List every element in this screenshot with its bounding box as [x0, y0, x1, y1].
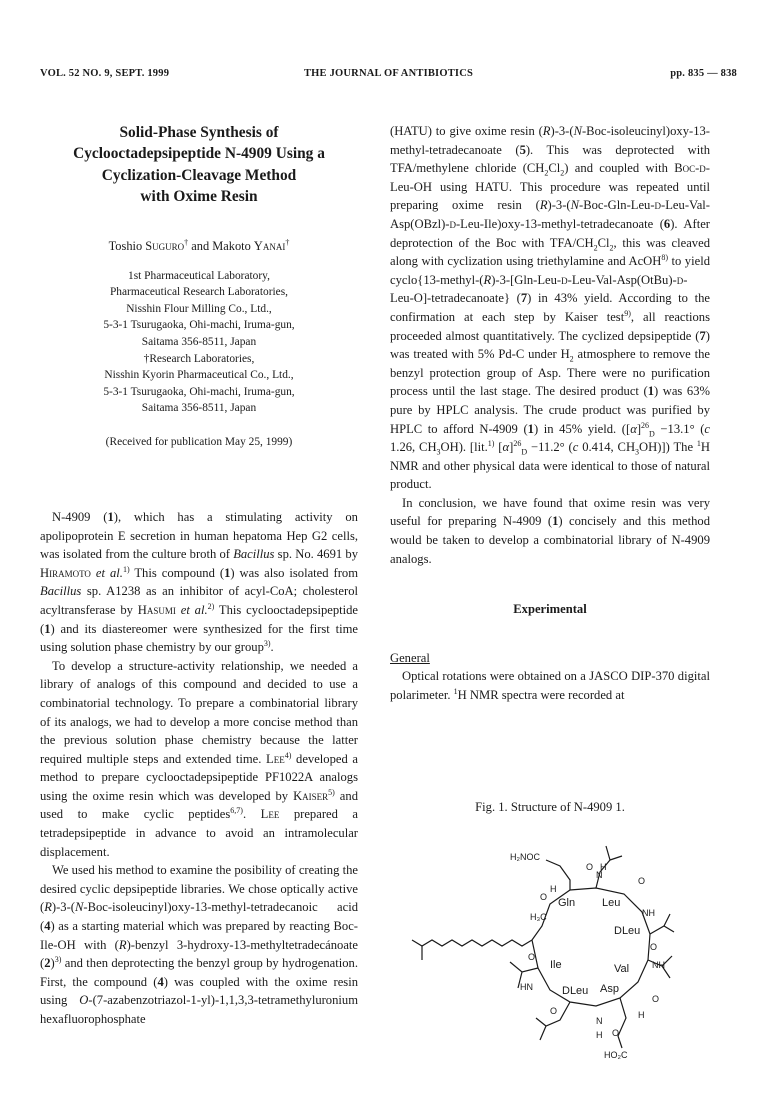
ile-label: Ile	[550, 959, 562, 971]
ring-bond	[532, 888, 650, 1006]
title-line: Cyclooctadepsipeptide N-4909 Using a	[73, 145, 325, 163]
running-header	[40, 68, 737, 82]
affiliation-line: Saitama 356-8511, Japan	[141, 402, 257, 415]
nh-label: NH	[652, 960, 665, 970]
author-last: Suguro	[145, 238, 185, 253]
author-line	[40, 237, 358, 255]
author-mark: †	[285, 237, 290, 247]
nitrogen-label: N	[596, 1016, 603, 1026]
oxygen-label: O	[550, 1006, 558, 1016]
h2noc-label: H₂NOC	[510, 852, 540, 862]
article-title	[40, 122, 358, 208]
fatty-chain-bond	[412, 940, 532, 946]
author-mark: †	[184, 237, 189, 247]
oxygen-label: O	[652, 994, 660, 1004]
journal-name: THE JOURNAL OF ANTIBIOTICS	[303, 68, 474, 79]
title-line: with Oxime Resin	[140, 188, 258, 206]
oxygen-label: O	[540, 892, 548, 902]
paragraph-intro: N-4909 (1), which has a stimulating activity on apolipoprotein E secretion in human hepatoma Hep G2 cells, was isolated from the culture broth of Bacillus sp. No. 4691 by Hiramoto et al.$^{1)}$ This compound (1) was also isolated from Bacillus sp. A1238 as an inhibitor of acyl-CoA; cholesterol acyltransferase by Hasumi et al.$^{2)}$ This cyclooctadepsipeptide (1) and its diastereomer were synthesized for the first time using solution phase chemistry by our group$^{3)}$.	[40, 509, 359, 655]
asp-sidechain	[618, 998, 626, 1048]
received-date: (Received for publication May 25, 1999)	[105, 435, 293, 448]
author-last: Yanai	[253, 238, 286, 253]
ho2c-label: HO₂C	[604, 1050, 628, 1060]
title-line: Cyclization-Cleavage Method	[101, 166, 297, 184]
hydrogen-label: H	[550, 884, 557, 894]
right-column	[390, 122, 710, 705]
paragraph-conclusion: In conclusion, we have found that oxime resin was very useful for preparing N-4909 (1) concisely and this method would be taken to develop a combinatorial library of N-4909 analogs.	[390, 495, 710, 566]
oxygen-label: O	[638, 876, 646, 886]
affiliation-line: Pharmaceutical Research Laboratories,	[109, 286, 289, 299]
author-and: and	[188, 238, 213, 253]
structure-figure	[400, 842, 700, 1092]
title-line: Solid-Phase Synthesis of	[119, 124, 279, 141]
dleu-label: DLeu	[614, 925, 641, 937]
oxygen-label: O	[612, 1028, 620, 1038]
hydrogen-label: H	[600, 862, 607, 872]
dleu2-label: DLeu	[562, 985, 589, 997]
leu-label: Leu	[602, 897, 621, 909]
page-range: pp. 835 — 838	[670, 68, 737, 79]
oxygen-label: O	[586, 862, 594, 872]
subsection-heading: General	[390, 650, 430, 665]
affiliation-line: 1st Pharmaceutical Laboratory,	[128, 269, 270, 282]
paragraph-synthesis: (HATU) to give oxime resin (R)-3-(N-Boc-isoleucinyl)oxy-13-methyl-tetradecanoate (5). This was deprotected with TFA/methylene chloride $(CH_2Cl_2)$ and coupled with Boc-d-Leu-OH using HATU. This procedure was repeated until preparing oxime resin (R)-3-(N-Boc-Gln-Leu-d-Leu-Val-Asp(OBzl)-d-Leu-Ile)oxy-13-methyl-tetradecanoate (6). After deprotection of the Boc with TFA/$CH_2Cl_2$, this was cleaved along with cyclization using triethylamine and AcOH$^{8)}$ to yield cyclo{13-methyl-(R)-3-[Gln-Leu-d-Leu-Val-Asp(OtBu)-d-Leu-O]-tetradecanoate} (7) in 43% yield. According to the confirmation at each step by Kaiser test$^{9)}$, all reactions proceeded almost quantitatively. The cyclized depsipeptide (7) was treated with 5% Pd-C under $H_2$ atmosphere to remove the benzyl protection group of Asp. There were no purification process until the last stage. The desired product (1) was 63% pure by HPLC analysis. The crude product was purified by HPLC to afford N-4909 (1) in 45% yield. ($[\alpha]^{26}_D -13.1^\circ$ (c 1.26, $CH_3OH$). [lit.$^{1)}$ $[\alpha]^{26}_D -11.2^\circ$ (c 0.414, $CH_3OH$)]) The $^1$H NMR and other physical data were identical to those of natural product.	[390, 124, 711, 492]
gln-label: Gln	[558, 897, 576, 909]
affiliation-line: †Research Laboratories,	[143, 352, 255, 365]
val-label: Val	[614, 963, 630, 975]
nitrogen-label: N	[596, 870, 603, 880]
paragraph-motivation: To develop a structure-activity relationship, we needed a library of analogs of this compound and decided to use a combinatorial technology. To prepare a combinatorial library of its analogs, we had to develop a more concise method than the previous solution phase chemistry because the latter required multiple steps and extended time. Lee$^{4)}$ developed a method to prepare cyclooctadepsipeptide PF1022A analogs using the oxime resin which was developed by Kaiser$^{5)}$ and used to make cyclic peptides$^{6,7)}$. Lee prepared a tetradepsipeptide in advance to avoid an intramolecular displacement.	[40, 658, 359, 859]
nh-label: NH	[642, 908, 655, 918]
affiliation-line: 5-3-1 Tsurugaoka, Ohi-machi, Iruma-gun,	[103, 385, 295, 398]
affiliation-line: Saitama 356-8511, Japan	[141, 336, 257, 348]
hn-label: HN	[520, 982, 533, 992]
oxygen-label: O	[528, 952, 536, 962]
paragraph-method: We used his method to examine the posibility of creating the desired cyclic depsipeptide libraries. We chose optically active (R)-3-(N-Boc-isoleucinyl)oxy-13-methyl-tetradecanoic acid (4) as a starting material which was prepared by reacting Boc-Ile-OH with (R)-benzyl 3-hydroxy-13-methyltetradecánoate $(2)^{3)}$ and then deprotecting the benzyl group by hydrogenation. First, the compound (4) was coupled with the oxime resin using O-(7-azabenzotriazol-1-yl)-1,1,3,3-tetramethyluronium hexafluorophosphate	[40, 863, 358, 1026]
affiliation-line: Nisshin Flour Milling Co., Ltd.,	[126, 302, 272, 315]
author-first: Toshio	[108, 238, 146, 253]
left-column	[40, 122, 358, 1029]
affiliation-line: 5-3-1 Tsurugaoka, Ohi-machi, Iruma-gun,	[103, 319, 295, 332]
paragraph-general: Optical rotations were obtained on a JASCO DIP-370 digital polarimeter. $^1$H NMR spectra were recorded at	[390, 669, 710, 703]
h3c-label: H₃C	[530, 912, 547, 922]
affiliation-line: Nisshin Kyorin Pharmaceutical Co., Ltd.,	[104, 369, 294, 382]
author-first: Makoto	[212, 238, 254, 253]
affiliations	[40, 268, 358, 417]
hydrogen-label: H	[596, 1030, 603, 1040]
oxygen-label: O	[650, 942, 658, 952]
figure-caption: Fig. 1. Structure of N-4909 1.	[475, 800, 625, 814]
volume-info: VOL. 52 NO. 9, SEPT. 1999	[40, 68, 170, 79]
section-heading: Experimental	[513, 602, 587, 617]
hydrogen-label: H	[638, 1010, 645, 1020]
asp-label: Asp	[600, 983, 619, 995]
